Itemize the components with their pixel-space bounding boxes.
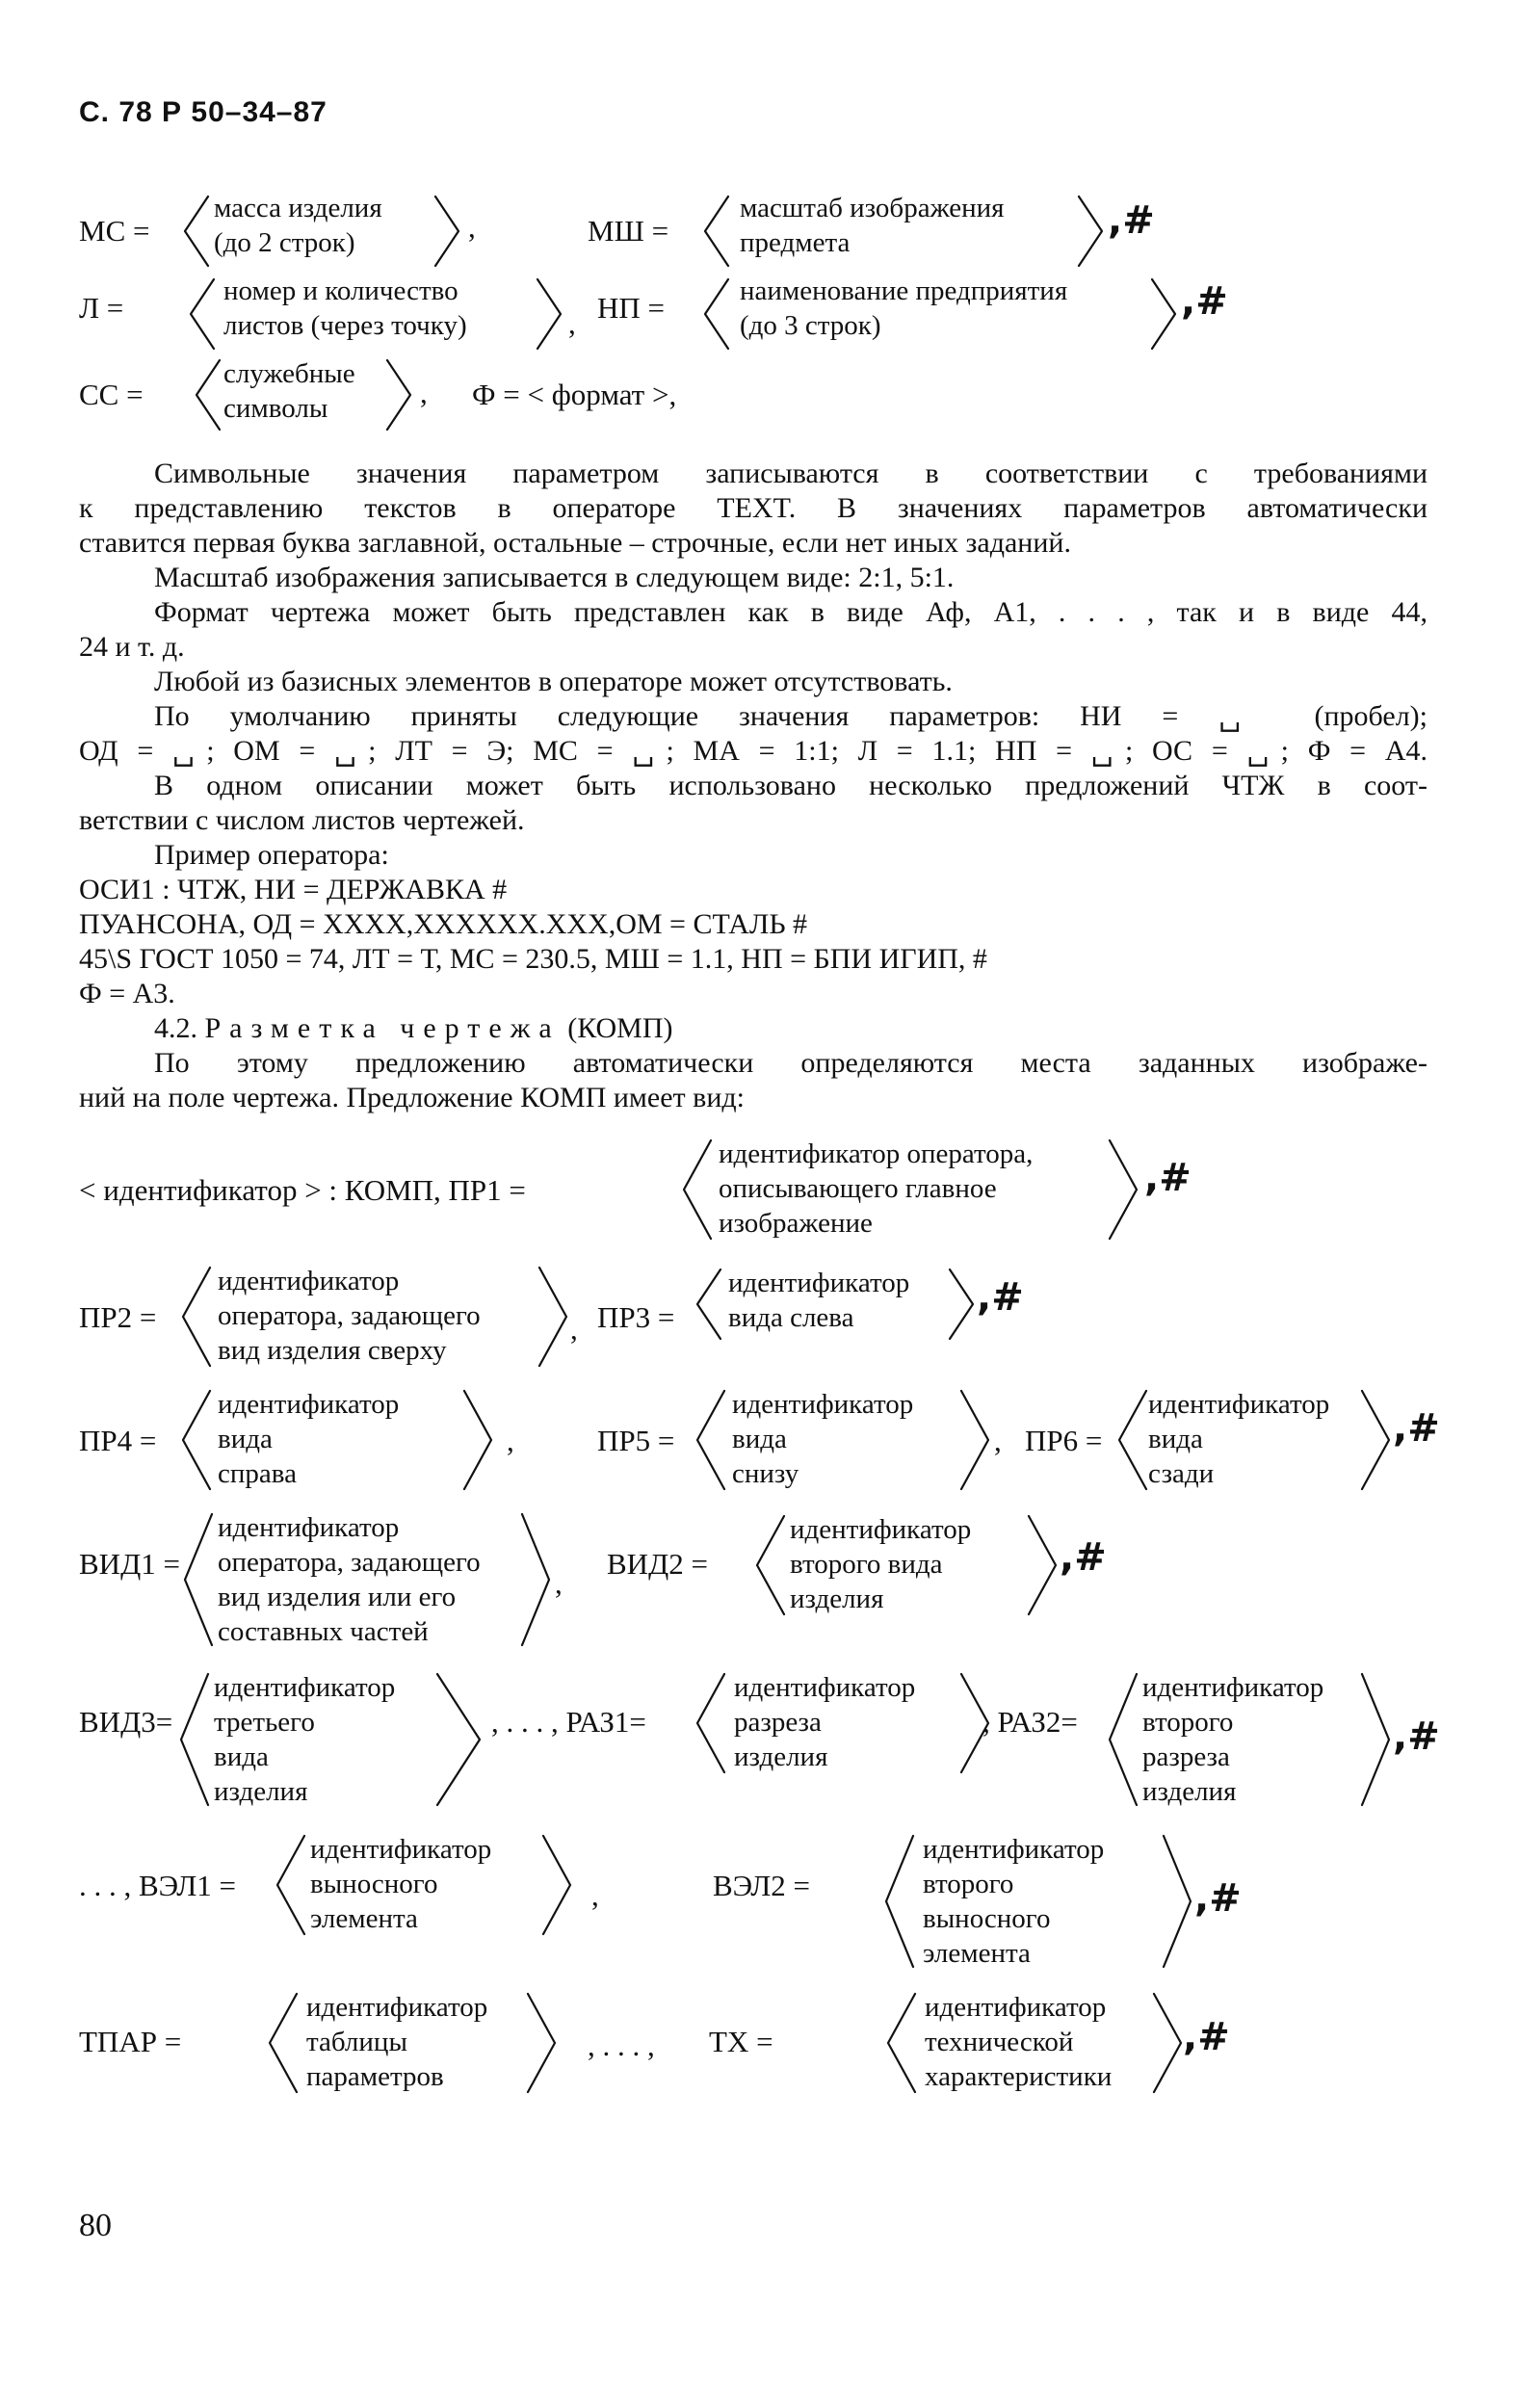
- tpar-label: ТПАР =: [79, 2025, 182, 2058]
- bracket-open: [680, 1137, 713, 1243]
- bracket-close: [520, 1510, 553, 1649]
- def-raz2: идентификатор второго разреза изделия: [1142, 1672, 1324, 1807]
- bracket-close: [537, 1264, 570, 1370]
- def-label-l: Л =: [79, 291, 124, 325]
- bracket-close: [1360, 1670, 1393, 1809]
- pr3-label: ПР3 =: [597, 1300, 675, 1334]
- def-label-msh: МШ =: [588, 214, 669, 248]
- vid1-label: ВИД1 =: [79, 1547, 180, 1581]
- def-tpar: идентификатор таблицы параметров: [306, 1992, 488, 2092]
- pr5-label: ПР5 =: [597, 1424, 675, 1457]
- bracket-close: [536, 275, 564, 353]
- bracket-close: [1027, 1512, 1060, 1618]
- page-header: С. 78 Р 50–34–87: [79, 96, 327, 128]
- vel2-label: ВЭЛ2 =: [713, 1869, 810, 1902]
- def-vid2: идентификатор второго вида изделия: [790, 1514, 972, 1614]
- def-pr4: идентификатор вида справа: [218, 1389, 400, 1489]
- hash-symbol: ,#: [1194, 1876, 1242, 1921]
- paragraph: Любой из базисных элементов в операторе может отсутствовать.: [154, 666, 953, 697]
- bracket-open: [187, 275, 216, 353]
- section-heading: 4.2. Разметка чертежа (КОМП): [154, 1012, 673, 1044]
- bracket-close: [462, 1387, 495, 1493]
- def-vid1: идентификатор оператора, задающего вид изделия или его составных частей: [218, 1512, 481, 1647]
- bracket-open: [179, 1264, 212, 1370]
- bracket-open: [701, 193, 730, 270]
- paragraph: Формат чертежа может быть представлен как в виде Аф, А1, . . . , так и в виде 44, 24 и т. д.: [79, 596, 1427, 663]
- paragraph: По этому предложению автоматически определяются места заданных изображе- ний на поле чертежа. Предложение КОМП имеет вид:: [79, 1047, 1427, 1113]
- bracket-close: [1360, 1387, 1393, 1493]
- raz1-label: , . . . , РАЗ1=: [491, 1705, 646, 1739]
- paragraph: Масштаб изображения записывается в следующем виде: 2:1, 5:1.: [154, 562, 955, 593]
- def-msh: масштаб изображения предмета: [740, 193, 1005, 258]
- hash-symbol: ,#: [1183, 2015, 1230, 2059]
- hash-symbol: ,#: [1393, 1714, 1440, 1759]
- bracket-close: [435, 1670, 484, 1809]
- vid3-label: ВИД3=: [79, 1705, 173, 1739]
- pr6-label: ПР6 =: [1025, 1424, 1103, 1457]
- bracket-open: [1106, 1670, 1139, 1809]
- def-label-mc: МС =: [79, 214, 150, 248]
- paragraph: Символьные значения параметром записываются в соответствии с требованиями к представлению текстов в операторе TEXT. В значениях параметров автоматически ставится первая буква заглавной, остальные – строчные, если нет иных заданий.: [79, 458, 1427, 559]
- bracket-open: [694, 1266, 722, 1343]
- bracket-close: [959, 1387, 992, 1493]
- def-pr3: идентификатор вида слева: [728, 1268, 910, 1333]
- bracket-open: [266, 1990, 299, 2096]
- def-mc: масса изделия (до 2 строк): [214, 193, 382, 258]
- def-pr5: идентификатор вида снизу: [732, 1389, 914, 1489]
- example-code: ОСИ1 : ЧТЖ, НИ = ДЕРЖАВКА # ПУАНСОНА, ОД = XXXX,XXXXXX.XXX,ОМ = СТАЛЬ # 45\S ГОСТ 1050 = 74, ЛТ = Т, МС = 230.5, МШ = 1.1, НП = БПИ ИГИП, # Ф = А3.: [79, 874, 987, 1009]
- example-heading: Пример оператора:: [154, 839, 389, 871]
- raz2-label: , РАЗ2=: [982, 1705, 1078, 1739]
- bracket-close: [1150, 275, 1179, 353]
- def-vel2: идентификатор второго выносного элемента: [923, 1834, 1105, 1969]
- bracket-close: [948, 1266, 977, 1343]
- def-label-np: НП =: [597, 291, 666, 325]
- def-vid3: идентификатор третьего вида изделия: [214, 1672, 396, 1807]
- def-format: Ф = < формат >,: [472, 378, 677, 411]
- bracket-close: [541, 1832, 574, 1938]
- def-raz1: идентификатор разреза изделия: [734, 1672, 916, 1772]
- bracket-open: [882, 1832, 915, 1971]
- page-number: 80: [79, 2208, 112, 2243]
- bracket-close: [1108, 1137, 1140, 1243]
- bracket-open: [694, 1670, 726, 1776]
- hash-symbol: ,#: [1181, 279, 1228, 324]
- def-tx: идентификатор технической характеристики: [925, 1992, 1113, 2092]
- bracket-close: [1152, 1990, 1185, 2096]
- bracket-open: [274, 1832, 306, 1938]
- def-label-ss: СС =: [79, 378, 144, 411]
- tx-label: ТХ =: [709, 2025, 773, 2058]
- vid2-label: ВИД2 =: [607, 1547, 708, 1581]
- paragraph: В одном описании может быть использовано несколько предложений ЧТЖ в соот- ветствии с числом листов чертежей.: [79, 770, 1427, 836]
- bracket-close: [433, 193, 462, 270]
- def-np: наименование предприятия (до 3 строк): [740, 275, 1068, 341]
- bracket-open: [694, 1387, 726, 1493]
- def-ss: служебные символы: [223, 358, 355, 424]
- hash-symbol: ,#: [1108, 198, 1155, 243]
- bracket-open: [181, 193, 210, 270]
- paragraph: По умолчанию приняты следующие значения параметров: НИ = ␣ (пробел); ОД = ␣; ОМ = ␣; ЛТ = Э; МС = ␣; МА = 1:1; Л = 1.1; НП = ␣; ОС = ␣; Ф = А4.: [79, 700, 1427, 767]
- bracket-close: [1162, 1832, 1194, 1971]
- def-pr6: идентификатор вида сзади: [1148, 1389, 1330, 1489]
- pr4-label: ПР4 =: [79, 1424, 157, 1457]
- bracket-open: [1115, 1387, 1148, 1493]
- document-page: С. 78 Р 50–34–87 МС = масса изделия (до 2 строк) , МШ = масштаб изображения предмета ,# Л = номер и количество листов (через точку) , НП = наименование предприятия (до 3 строк) ,# СС = служебные символы , Ф = < формат >, Символьные значения параметром записываются в соответствии с требованиями к представлению текстов в операторе TEXT. В значениях параметров автоматически ставится первая буква заглавной, остальные – строчные, если нет иных заданий. Масштаб изображения записывается в следующем виде: 2:1, 5:1. Формат чертежа может быть представлен как в виде Аф, А1, . . . , так и в виде 44, 24 и т. д. Любой из базисных элементов в операторе может отсутствовать. По умолчанию приняты следующие значения параметров: НИ = ␣ (пробел); ОД = ␣; ОМ = ␣; ЛТ = Э; МС = ␣; МА = 1:1; Л = 1.1; НП = ␣; ОС = ␣; Ф = А4. В одном описании может быть использовано несколько предложений ЧТЖ в соот- ветствии с числом листов чертежей. Пример оператора: ОСИ1 : ЧТЖ, НИ = ДЕРЖАВКА # ПУАНСОНА, ОД = XXXX,XXXXXX.XXX,ОМ = СТАЛЬ # 45\S ГОСТ 1050 = 74, ЛТ = Т, МС = 230.5, МШ = 1.1, НП = БПИ ИГИП, # Ф = А3. 4.2. Разметка чертежа (КОМП) По этому предложению автоматически определяются места заданных изображе- ний на поле чертежа. Предложение КОМП имеет вид: < идентификатор > : КОМП, ПР1 = идентификатор оператора, описывающего главное изображение ,# ПР2 = идентификатор оператора, задающего вид изделия сверху , ПР3 = идентификатор вида слева ,# ПР4 = идентификатор вида справа , ПР5 = идентификатор вида снизу , ПР6 = идентификатор вида сзади ,# ВИД1 = идентификатор оператора, задающего вид изделия или его составных частей , ВИД2 = идентификатор второго вида изделия ,# ВИД3= идентификатор третьего вида изделия , . . . , РАЗ1= идентификатор разреза изделия , РАЗ2= идентификатор второго разреза изделия ,# . . . , ВЭЛ1 = идентификатор выносного элемента , ВЭЛ2 = идентификатор второго выносного элемента ,# ТПАР = идентификатор таблицы параметров , . . . , ТХ = идентификатор технической характеристики ,# 80: [0, 0, 1519, 2408]
- def-l: номер и количество листов (через точку): [223, 275, 467, 341]
- hash-symbol: ,#: [1393, 1406, 1440, 1451]
- bracket-open: [753, 1512, 786, 1618]
- pr2-label: ПР2 =: [79, 1300, 157, 1334]
- bracket-close: [1077, 193, 1106, 270]
- bracket-open: [701, 275, 730, 353]
- bracket-open: [177, 1670, 210, 1809]
- def-pr2: идентификатор оператора, задающего вид изделия сверху: [218, 1266, 481, 1366]
- hash-symbol: ,#: [977, 1275, 1024, 1320]
- vel1-label: . . . , ВЭЛ1 =: [79, 1869, 236, 1902]
- hash-symbol: ,#: [1060, 1535, 1107, 1580]
- bracket-close: [526, 1990, 559, 2096]
- hash-symbol: ,#: [1144, 1156, 1192, 1200]
- bracket-open: [179, 1387, 212, 1493]
- bracket-open: [884, 1990, 917, 2096]
- def-vel1: идентификатор выносного элемента: [310, 1834, 492, 1934]
- komp-lead: < идентификатор > : КОМП, ПР1 =: [79, 1173, 526, 1207]
- bracket-close: [385, 356, 414, 433]
- bracket-open: [181, 1510, 214, 1649]
- def-pr1: идентификатор оператора, описывающего главное изображение: [719, 1139, 1034, 1239]
- bracket-open: [193, 356, 222, 433]
